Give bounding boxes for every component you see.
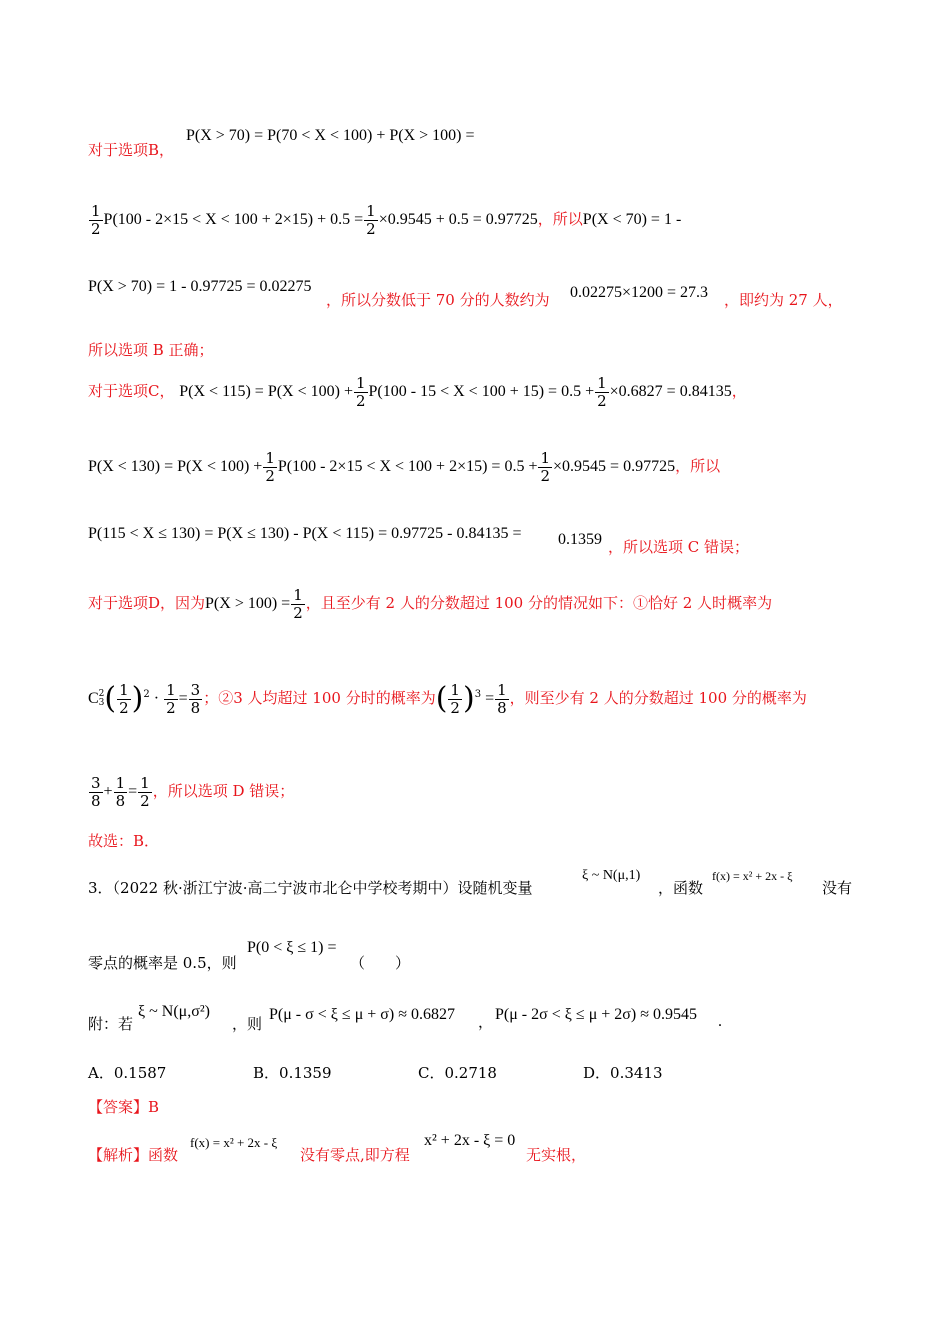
option-c-line1: 对于选项C， P(X < 115) = P(X < 100) + $\frac{1}{2}$ P(100 - 15 < X < 100 + 15) = 0.5 + $\frac{1}{2}$ ×0.6827 = 0.84135， [88, 373, 747, 410]
fraction-half: $\frac{1}{2}$ [91, 201, 101, 238]
option-b-conclusion: 所以选项 B 正确； [88, 341, 214, 359]
question-3-note-end: . [718, 1013, 722, 1030]
option-b[interactable]: B．0.1359 [253, 1064, 332, 1082]
fraction-three-eighths: $\frac{3}{8}$ [91, 773, 101, 810]
option-d-line2: C2 3( $\frac{1}{2}$ )$^2$ · $\frac{1}{2}$ = $\frac{3}{8}$ ；②3 人均超过 100 分时的概率为( $\frac{1}{2}$ )$^3$ = $\frac{1}{8}$ ，则至少有 2 人的分数超过 100 分的概率为 [88, 680, 807, 717]
fraction-half: $\frac{1}{2}$ [450, 680, 460, 717]
fraction-half: $\frac{1}{2}$ [293, 585, 303, 622]
option-b-text3b: ，即约为 27 人， [724, 291, 843, 309]
analysis-text2: 没有零点,即方程 [300, 1146, 410, 1164]
option-c-eq3-value: 0.1359 [558, 531, 602, 548]
option-d-line1: 对于选项D，因为P(X > 100) = $\frac{1}{2}$ ，且至少有 2 人的分数超过 100 分的情况如下：①恰好 2 人时概率为 [88, 585, 773, 622]
option-b-eq2-line: $\frac{1}{2}$ P(100 - 2×15 < X < 100 + 2×15) + 0.5 = $\frac{1}{2}$ ×0.9545 + 0.5 = 0.97725，所以P(X < 70) = 1 - [91, 201, 682, 238]
option-c-line2: P(X < 130) = P(X < 100) + $\frac{1}{2}$ P(100 - 2×15 < X < 100 + 2×15) = 0.5 + $\frac{1}{2}$ ×0.9545 = 0.97725，所以 [88, 448, 721, 485]
fraction-half: $\frac{1}{2}$ [597, 373, 607, 410]
question-3-note-comma: ， [478, 1013, 494, 1031]
option-c[interactable]: C．0.2718 [418, 1064, 497, 1082]
fraction-one-eighth: $\frac{1}{8}$ [115, 773, 126, 810]
question-3-distribution: ξ ~ N(μ,1) [582, 868, 641, 883]
analysis-text3: 无实根， [526, 1146, 587, 1164]
question-3-line1: 3．（2022 秋·浙江宁波·高二宁波市北仑中学校考期中）设随机变量 [88, 879, 533, 897]
option-d[interactable]: D．0.3413 [583, 1064, 663, 1082]
fraction-half: $\frac{1}{2}$ [355, 373, 366, 410]
question-3-line2: 零点的概率是 0.5，则 [88, 954, 237, 972]
question-3-func-label: ，函数 [658, 879, 704, 897]
fraction-half: $\frac{1}{2}$ [366, 201, 376, 238]
question-3-query: P(0 < ξ ≤ 1) = [247, 939, 337, 956]
question-3-note-eq1: P(μ - σ < ξ ≤ μ + σ) ≈ 0.6827 [269, 1006, 456, 1023]
fraction-half: $\frac{1}{2}$ [265, 448, 275, 485]
analysis-equation: x² + 2x - ξ = 0 [424, 1132, 516, 1149]
option-d-line3: $\frac{3}{8}$ + $\frac{1}{8}$ = $\frac{1}{2}$ ，所以选项 D 错误； [91, 773, 295, 810]
question-3-note-eq2: P(μ - 2σ < ξ ≤ μ + 2σ) ≈ 0.9545 [495, 1006, 698, 1023]
fraction-half: $\frac{1}{2}$ [119, 680, 129, 717]
question-3-blank: （ ） [350, 954, 411, 972]
answer: 【答案】B [88, 1098, 160, 1116]
question-3-note-label: 附：若 [88, 1015, 134, 1033]
option-c-conclusion: ，所以选项 C 错误； [608, 538, 750, 556]
fraction-one-eighth: $\frac{1}{8}$ [497, 680, 507, 717]
option-c-eq3: P(115 < X ≤ 130) = P(X ≤ 130) - P(X < 115) = 0.97725 - 0.84135 = [88, 525, 522, 542]
fraction-three-eighths: $\frac{3}{8}$ [190, 680, 201, 717]
option-a[interactable]: A．0.1587 [88, 1064, 167, 1082]
analysis-func: f(x) = x² + 2x - ξ [190, 1135, 278, 1150]
option-b-eq3b: 0.02275×1200 = 27.3 [570, 284, 709, 301]
analysis-line: 【解析】函数 [88, 1146, 179, 1164]
option-b-eq1: P(X > 70) = P(70 < X < 100) + P(X > 100) = [186, 127, 475, 144]
fraction-half: $\frac{1}{2}$ [540, 448, 551, 485]
question-3-nozero: 没有 [822, 879, 853, 897]
question-3-note-then: ，则 [232, 1015, 263, 1033]
option-b-eq3: P(X > 70) = 1 - 0.97725 = 0.02275 [88, 278, 312, 295]
question-3-func: f(x) = x² + 2x - ξ [712, 869, 793, 883]
question-3-note-distribution: ξ ~ N(μ,σ²) [138, 1003, 210, 1020]
option-b-text3: ，所以分数低于 70 分的人数约为 [326, 291, 550, 309]
final-choice: 故选：B． [88, 832, 160, 850]
fraction-half: $\frac{1}{2}$ [166, 680, 176, 717]
fraction-half: $\frac{1}{2}$ [140, 773, 150, 810]
option-b-label: 对于选项B， [88, 141, 175, 159]
